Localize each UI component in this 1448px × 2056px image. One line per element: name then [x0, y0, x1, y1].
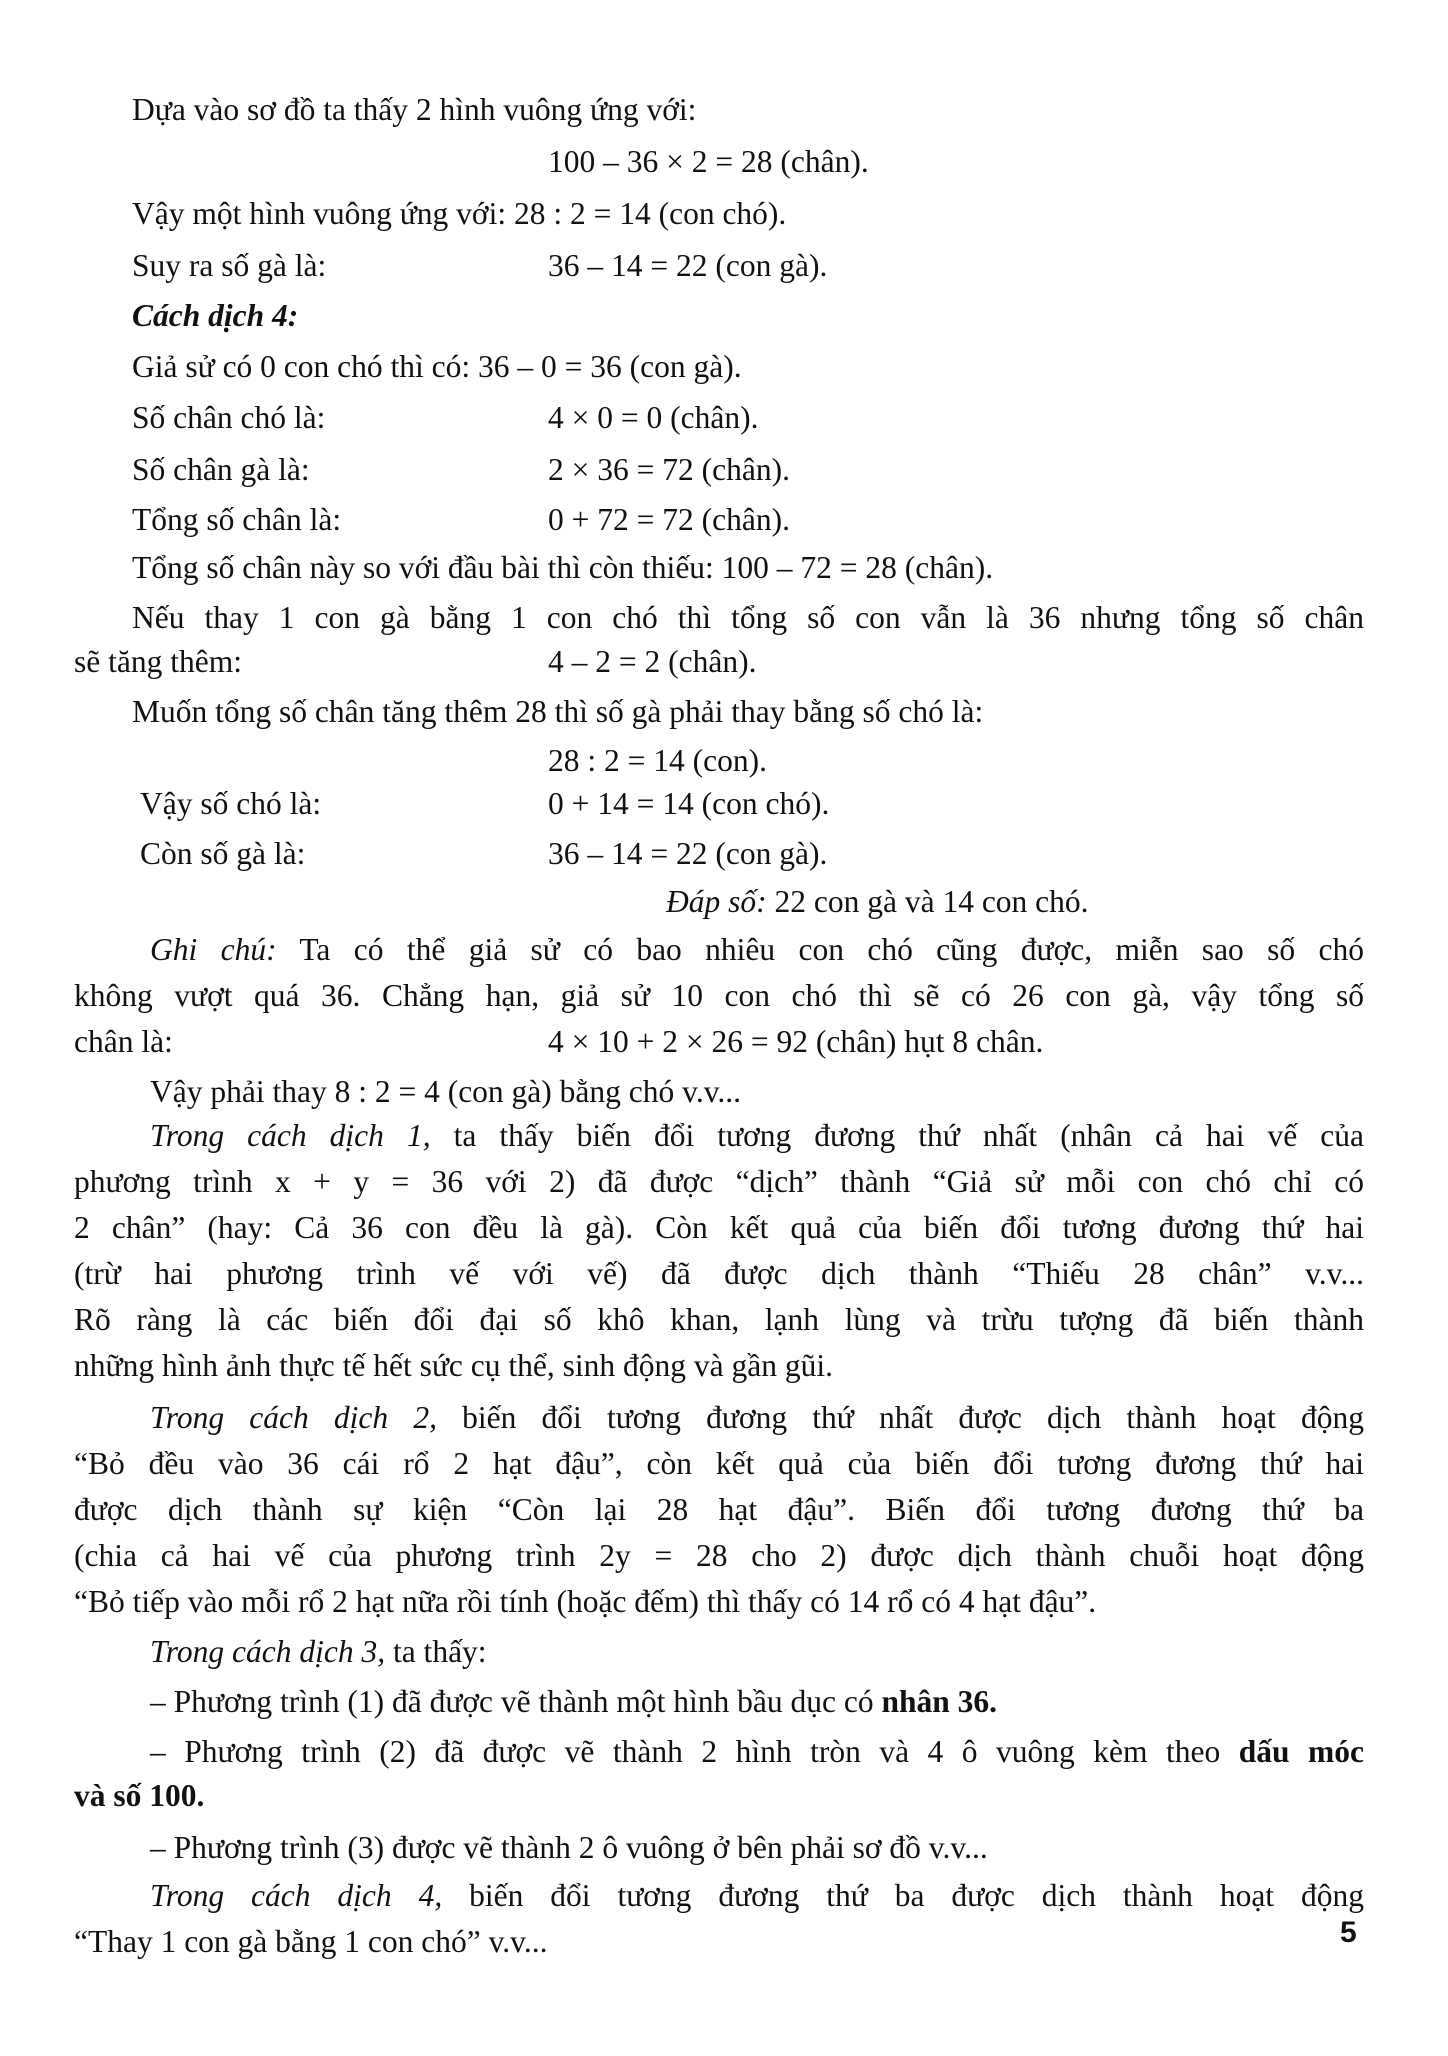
explanation-2-line-4: (chia cả hai vế của phương trình 2y = 28 cho 2) được dịch thành chuỗi hoạt động: [74, 1538, 1364, 1573]
explanation-1-line-3: 2 chân” (hay: Cả 36 con đều là gà). Còn kết quả của biến đổi tương đương thứ hai: [74, 1210, 1364, 1245]
answer-value: 22 con gà và 14 con chó.: [766, 884, 1089, 919]
chickens-label: Suy ra số gà là:: [132, 248, 327, 283]
bullet-2: [150, 1732, 1364, 1772]
explanation-1-line-5: Rõ ràng là các biến đổi đại số khô khan, lạnh lùng và trừu tượng đã biến thành: [74, 1302, 1364, 1337]
explanation-2-text-1: biến đổi tương đương thứ nhất được dịch thành hoạt động: [436, 1400, 1364, 1435]
explanation-2-line-1: [150, 1398, 1364, 1438]
note-line-1: [150, 930, 1364, 970]
explanation-4-line-1: [150, 1876, 1364, 1916]
explanation-1-line-6: những hình ảnh thực tế hết sức cụ thể, sinh động và gần gũi.: [74, 1348, 833, 1383]
remaining-chickens-label: Còn số gà là:: [140, 836, 306, 871]
intro-line: Dựa vào sơ đồ ta thấy 2 hình vuông ứng với:: [132, 92, 697, 127]
one-square-line: Vậy một hình vuông ứng với: 28 : 2 = 14 (con chó).: [132, 196, 787, 231]
assume-line: Giả sử có 0 con chó thì có: 36 – 0 = 36 (con gà).: [132, 349, 742, 384]
bullet-3: – Phương trình (3) được vẽ thành 2 ô vuông ở bên phải sơ đồ v.v...: [150, 1830, 988, 1865]
explanation-2-line-3: được dịch thành sự kiện “Còn lại 28 hạt đậu”. Biến đổi tương đương thứ ba: [74, 1492, 1364, 1527]
explanation-2-line-5: “Bỏ tiếp vào mỗi rổ 2 hạt nữa rồi tính (hoặc đếm) thì thấy có 14 rổ có 4 hạt đậu”.: [74, 1584, 1097, 1619]
dog-legs-label: Số chân chó là:: [132, 400, 326, 435]
bullet-1: [150, 1682, 997, 1722]
bullet-1-bold: nhân 36.: [881, 1684, 998, 1719]
total-legs-value: 0 + 72 = 72 (chân).: [548, 502, 790, 537]
chickens-value: 36 – 14 = 22 (con gà).: [548, 248, 828, 283]
increase-value: 28 : 2 = 14 (con).: [548, 743, 767, 778]
bullet-1-text: – Phương trình (1) đã được vẽ thành một hình bầu dục có: [150, 1684, 882, 1719]
note-label: Ghi chú:: [150, 932, 277, 967]
remaining-chickens-value: 36 – 14 = 22 (con gà).: [548, 836, 828, 871]
explanation-1-line-2: phương trình x + y = 36 với 2) đã được “dịch” thành “Giả sử mỗi con chó chỉ có: [74, 1164, 1364, 1199]
note-line-3-label: chân là:: [74, 1024, 173, 1059]
note-text-1: Ta có thể giả sử có bao nhiêu con chó cũng được, miễn sao số chó: [276, 932, 1365, 967]
chicken-legs-value: 2 × 36 = 72 (chân).: [548, 452, 790, 487]
replace-line-2-value: 4 – 2 = 2 (chân).: [548, 644, 757, 679]
dog-legs-value: 4 × 0 = 0 (chân).: [548, 400, 759, 435]
shortfall-line: Tổng số chân này so với đầu bài thì còn thiếu: 100 – 72 = 28 (chân).: [132, 550, 994, 585]
explanation-2-line-2: “Bỏ đều vào 36 cái rổ 2 hạt đậu”, còn kết quả của biến đổi tương đương thứ hai: [74, 1446, 1364, 1481]
explanation-4-line-2: “Thay 1 con gà bằng 1 con chó” v.v...: [74, 1924, 548, 1959]
replace-line-2-label: sẽ tăng thêm:: [74, 644, 242, 679]
answer-label: Đáp số:: [666, 884, 767, 919]
explanation-1-text-1: ta thấy biến đổi tương đương thứ nhất (nhân cả hai vế của: [430, 1118, 1364, 1153]
explanation-3-line-1: [150, 1632, 487, 1672]
explanation-3-intro: ta thấy:: [385, 1634, 487, 1669]
page-number: 5: [1340, 1916, 1357, 1949]
answer-line: [666, 882, 1089, 922]
explanation-1-lead: Trong cách dịch 1,: [150, 1118, 431, 1153]
bullet-2-bold: dấu móc: [1238, 1734, 1364, 1769]
explanation-3-lead: Trong cách dịch 3,: [150, 1634, 386, 1669]
equation-line: 100 – 36 × 2 = 28 (chân).: [548, 144, 869, 179]
dogs-value: 0 + 14 = 14 (con chó).: [548, 786, 830, 821]
explanation-1-line-1: [150, 1116, 1364, 1156]
chicken-legs-label: Số chân gà là:: [132, 452, 310, 487]
note-line-4: Vậy phải thay 8 : 2 = 4 (con gà) bằng chó v.v...: [150, 1074, 742, 1109]
total-legs-label: Tổng số chân là:: [132, 502, 342, 537]
bullet-2-continuation: và số 100.: [74, 1778, 205, 1813]
explanation-2-lead: Trong cách dịch 2,: [150, 1400, 437, 1435]
explanation-4-lead: Trong cách dịch 4,: [150, 1878, 443, 1913]
bullet-2-text: – Phương trình (2) đã được vẽ thành 2 hình tròn và 4 ô vuông kèm theo: [150, 1734, 1239, 1769]
explanation-4-text-1: biến đổi tương đương thứ ba được dịch thành hoạt động: [442, 1878, 1364, 1913]
method-4-heading: Cách dịch 4:: [132, 298, 299, 333]
note-line-3-value: 4 × 10 + 2 × 26 = 92 (chân) hụt 8 chân.: [548, 1024, 1044, 1059]
dogs-label: Vậy số chó là:: [140, 786, 322, 821]
explanation-1-line-4: (trừ hai phương trình vế với vế) đã được dịch thành “Thiếu 28 chân” v.v...: [74, 1256, 1364, 1291]
increase-line: Muốn tổng số chân tăng thêm 28 thì số gà phải thay bằng số chó là:: [132, 694, 984, 729]
replace-line-1: Nếu thay 1 con gà bằng 1 con chó thì tổng số con vẫn là 36 nhưng tổng số chân: [132, 600, 1364, 635]
note-line-2: không vượt quá 36. Chẳng hạn, giả sử 10 con chó thì sẽ có 26 con gà, vậy tổng số: [74, 978, 1364, 1013]
